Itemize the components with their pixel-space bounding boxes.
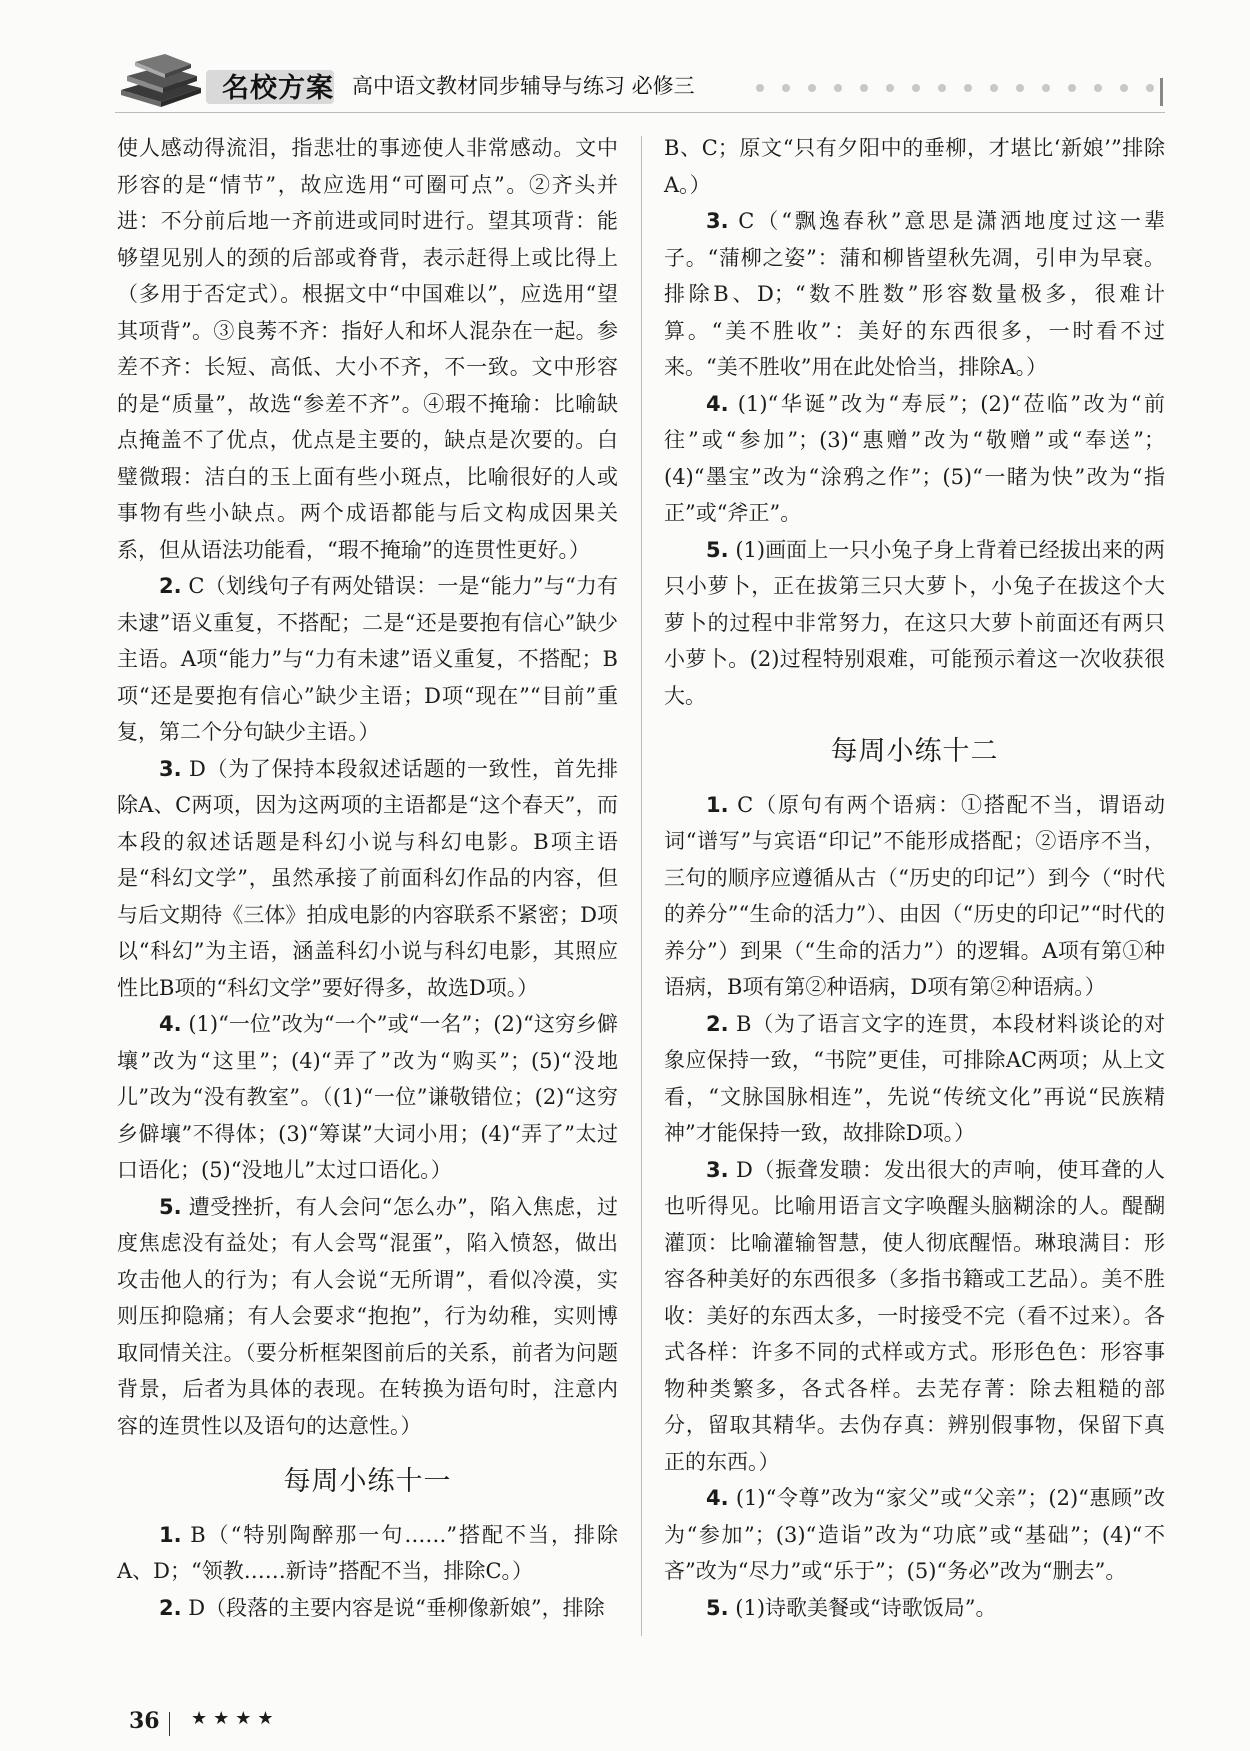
answer-5	[117, 1189, 618, 1445]
answer-text: C（“飘逸春秋”意思是潇洒地度过这一辈子。“蒲柳之姿”：蒲和柳皆望秋先凋，引申为早衰。排除B、D；“数不胜数”形容数量极多，很难计算。“美不胜收”：美好的东西很多，一时看不过来。“美不胜收”用在此处恰当，排除A。）	[664, 209, 1165, 379]
answer-text: 遭受挫折，有人会问“怎么办”，陷入焦虑，过度焦虑没有益处；有人会骂“混蛋”，陷入愤怒，做出攻击他人的行为；有人会说“无所谓”，看似冷漠，实则压抑隐痛；有人会要求“抱抱”，行为幼稚，实则博取同情关注。（要分析框架图前后的关系，前者为问题背景，后者为具体的表现。在转换为语句时，注意内容的连贯性以及语句的达意性。）	[117, 1194, 618, 1438]
answer-number: 2.	[159, 574, 182, 598]
continued-paragraph: B、C；原文“只有夕阳中的垂柳，才堪比‘新娘’”排除A。）	[664, 136, 1165, 197]
answer-text: D（段落的主要内容是说“垂柳像新娘”，排除	[181, 1595, 605, 1620]
answer-2	[117, 568, 618, 751]
answer-number: 4.	[159, 1012, 182, 1036]
s12-answer-3	[664, 1152, 1165, 1481]
header-rule	[115, 112, 1165, 113]
left-column	[117, 130, 618, 1626]
answer-text: (1)画面上一只小兔子身上背着已经拔出来的两只小萝卜，正在拔第三只大萝卜，小兔子在拔这个大萝卜的过程中非常努力，在这只大萝卜前面还有两只小萝卜。(2)过程特别艰难，可能预示着这一次收获很大。	[664, 537, 1165, 708]
brand-title: 名校方案	[222, 73, 334, 104]
s11-answer-1	[117, 1517, 618, 1590]
answer-number: 1.	[159, 1522, 182, 1547]
s11-answer-2	[117, 1590, 618, 1627]
answer-text: D（为了保持本段叙述话题的一致性，首先排除A、C两项，因为这两项的主语都是“这个春天”，而本段的叙述话题是科幻小说与科幻电影。B项主语是“科幻文学”，虽然承接了前面科幻作品的内容，但与后文期待《三体》拍成电影的内容联系不紧密；D项以“科幻”为主语，涵盖科幻小说与科幻电影，其照应性比B项的“科幻文学”要好得多，故选D项。）	[117, 756, 618, 1000]
section-title-11: 每周小练十一	[283, 1466, 452, 1497]
s12-answer-5	[664, 1590, 1165, 1627]
page-number: 36	[129, 1708, 160, 1734]
answer-number: 3.	[706, 1157, 729, 1182]
answer-number: 2.	[706, 1011, 729, 1036]
answer-text: (1)“令尊”改为“家父”或“父亲”；(2)“惠顾”改为“参加”；(3)“造诣”改为“功底”或“基础”；(4)“不吝”改为“尽力”或“乐于”；(5)“务必”改为“删去”。	[664, 1486, 1165, 1583]
answer-number: 2.	[159, 1595, 182, 1620]
answer-text: (1)“华诞”改为“寿辰”；(2)“莅临”改为“前往”或“参加”；(3)“惠赠”改为“敬赠”或“奉送”；(4)“墨宝”改为“涂鸦之作”；(5)“一睹为快”改为“指正”或“斧正”。	[664, 391, 1165, 525]
books-logo-icon	[115, 50, 207, 108]
s12-answer-2	[664, 1006, 1165, 1152]
answer-number: 4.	[706, 391, 729, 416]
s11-answer-4	[664, 386, 1165, 532]
answer-text: B（“特别陶醉那一句……”搭配不当，排除A、D；“领教……新诗”搭配不当，排除C。）	[117, 1522, 618, 1583]
answer-number: 3.	[159, 756, 182, 781]
section-title-12: 每周小练十二	[830, 736, 999, 767]
header-end-bar	[1160, 78, 1163, 106]
answer-number: 1.	[706, 792, 729, 817]
continued-paragraph: 使人感动得流泪，指悲壮的事迹使人非常感动。文中形容的是“情节”，故应选用“可圈可点”。②齐头并进：不分前后地一齐前进或同时进行。望其项背：能够望见别人的颈的后部或脊背，表示赶得上或比得上（多用于否定式）。根据文中“中国难以”，应选用“望其项背”。③良莠不齐：指好人和坏人混杂在一起。参差不齐：长短、高低、大小不齐，不一致。文中形容的是“质量”，故选“参差不齐”。④瑕不掩瑜：比喻缺点掩盖不了优点，优点是主要的，缺点是次要的。白璧微瑕：洁白的玉上面有些小斑点，比喻很好的人或事物有些小缺点。两个成语都能与后文构成因果关系，但从语法功能看，“瑕不掩瑜”的连贯性更好。）	[117, 136, 618, 562]
answer-number: 4.	[706, 1486, 729, 1510]
answer-text: C（划线句子有两处错误：一是“能力”与“力有未逮”语义重复，不搭配；二是“还是要抱有信心”缺少主语。A项“能力”与“力有未逮”语义重复，不搭配；B项“还是要抱有信心”缺少主语；D项“现在”“目前”重复，第二个分句缺少主语。）	[117, 574, 618, 744]
s12-answer-1	[664, 787, 1165, 1006]
page-header	[0, 0, 1250, 120]
answer-text: (1)“一位”改为“一个”或“一名”；(2)“这穷乡僻壤”改为“这里”；(4)“弄了”改为“购买”；(5)“没地儿”改为“没有教室”。（(1)“一位”谦敬错位；(2)“这穷乡僻壤”不得体；(3)“筹谋”大词小用；(4)“弄了”太过口语化；(5)“没地儿”太过口语化。）	[117, 1012, 618, 1182]
decorative-dots-icon	[752, 78, 1172, 98]
footer-divider	[169, 1712, 170, 1736]
answer-number: 5.	[159, 1194, 182, 1219]
answer-3	[117, 751, 618, 1007]
answer-number: 3.	[706, 209, 729, 233]
book-subtitle: 高中语文教材同步辅导与练习 必修三	[352, 74, 695, 98]
column-divider	[641, 136, 642, 1636]
right-column	[664, 130, 1165, 1626]
answer-number: 5.	[706, 1595, 729, 1620]
answer-text: D（振聋发聩：发出很大的声响，使耳聋的人也听得见。比喻用语言文字唤醒头脑糊涂的人。醍醐灌顶：比喻灌输智慧，使人彻底醒悟。琳琅满目：形容各种美好的东西很多（多指书籍或工艺品）。美不胜收：美好的东西太多，一时接受不完（看不过来）。各式各样：许多不同的式样或方式。形形色色：形容事物种类繁多，各式各样。去芜存菁：除去粗糙的部分，留取其精华。去伪存真：辨别假事物，保留下真正的东西。）	[664, 1157, 1165, 1474]
answer-text: (1)诗歌美餐或“诗歌饭局”。	[728, 1595, 997, 1620]
s11-answer-3	[664, 203, 1165, 386]
answer-4	[117, 1006, 618, 1189]
s12-answer-4	[664, 1480, 1165, 1590]
s11-answer-5	[664, 532, 1165, 715]
answer-text: C（原句有两个语病：①搭配不当，谓语动词“谱写”与宾语“印记”不能形成搭配；②语序不当，三句的顺序应遵循从古（“历史的印记”）到今（“时代的养分”“生命的活力”）、由因（“历史的印记”“时代的养分”）到果（“生命的活力”）的逻辑。A项有第①种语病，B项有第②种语病，D项有第②种语病。）	[664, 792, 1165, 999]
difficulty-stars-icon: ★★★★	[191, 1708, 280, 1729]
answer-number: 5.	[706, 537, 729, 562]
answer-text: B（为了语言文字的连贯，本段材料谈论的对象应保持一致，“书院”更佳，可排除AC两项；从上文看，“文脉国脉相连”，先说“传统文化”再说“民族精神”才能保持一致，故排除D项。）	[664, 1011, 1165, 1145]
